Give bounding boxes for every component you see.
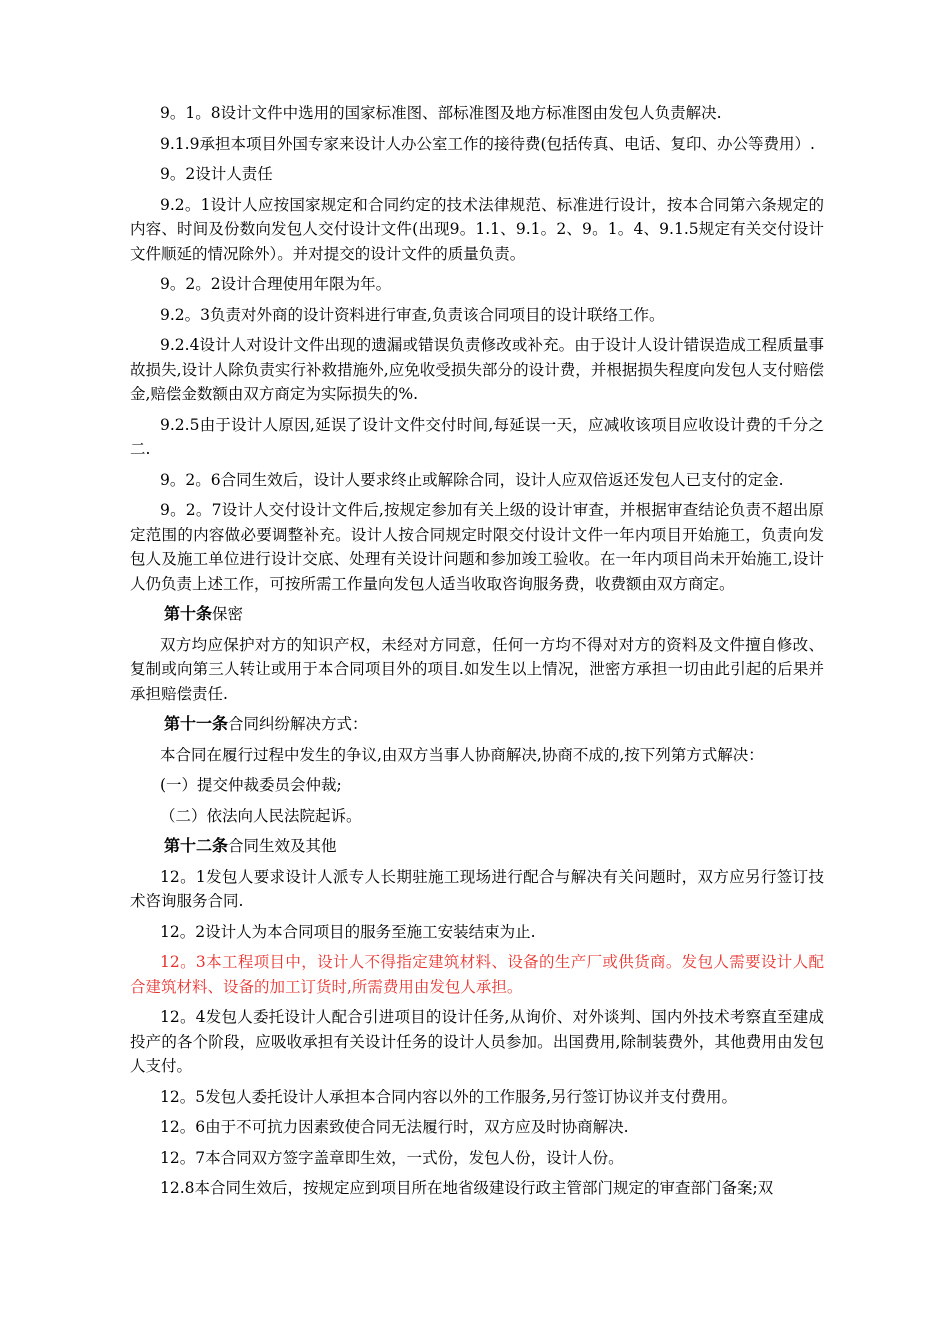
article-11-title: 合同纠纷解决方式： <box>228 715 368 733</box>
article-12-heading <box>130 834 824 859</box>
contract-text <box>130 101 824 1207</box>
clause-9-1-8: 9。1。8设计文件中选用的国家标准图、部标准图及地方标准图由发包人负责解决. <box>160 104 722 122</box>
clause-9-2-2: 9。2。2设计合理使用年限为年。 <box>160 275 392 293</box>
article-10-lead: 第十条 <box>164 604 213 623</box>
article-10-heading <box>130 602 824 627</box>
clause-12-2: 12。2设计人为本合同项目的服务至施工安装结束为止. <box>160 922 536 941</box>
clause-9-2-1: 9.2。1设计人应按国家规定和合同约定的技术法律规范、标准进行设计，按本合同第六条规定的内容、时间及份数向发包人交付设计文件(出现9。1.1、9.1。2、9。1。4、9.1.5规定有关交付设计文件顺延的情况除外）。并对提交的设计文件的质量负责。 <box>130 195 824 263</box>
clause-9-2-heading: 9。2设计人责任 <box>160 165 273 183</box>
clause-12-7: 12。7本合同双方签字盖章即生效，一式份，发包人份，设计人份。 <box>160 1148 624 1167</box>
article-11-lead: 第十一条 <box>164 714 229 733</box>
article-10-body: 双方均应保护对方的知识产权，未经对方同意，任何一方均不得对对方的资料及文件擅自修改、复制或向第三人转让或用于本合同项目外的项目.如发生以上情况，泄密方承担一切由此引起的后果并承担赔偿责任. <box>130 635 824 703</box>
clause-9-2-6: 9。2。6合同生效后，设计人要求终止或解除合同，设计人应双倍返还发包人已支付的定金. <box>160 470 784 489</box>
clause-9-2-3: 9.2。3负责对外商的设计资料进行审查,负责该合同项目的设计联络工作。 <box>160 305 665 324</box>
clause-9-2-5: 9.2.5由于设计人原因,延误了设计文件交付时间,每延误一天，应减收该项目应收设计费的千分之二. <box>130 415 824 458</box>
clause-9-2-4: 9.2.4设计人对设计文件出现的遗漏或错误负责修改或补充。由于设计人设计错误造成工程质量事故损失,设计人除负责实行补救措施外,应免收受损失部分的设计费，并根据损失程度向发包人支付赔偿金,赔偿金数额由双方商定为实际损失的%. <box>130 336 824 403</box>
clause-9-1-9: 9.1.9承担本项目外国专家来设计人办公室工作的接待费(包括传真、电话、复印、办公等费用）. <box>160 134 815 153</box>
clause-12-1: 12。1发包人要求设计人派专人长期驻施工现场进行配合与解决有关问题时，双方应另行签订技术咨询服务合同. <box>130 867 824 910</box>
clause-12-4: 12。4发包人委托设计人配合引进项目的设计任务,从询价、对外谈判、国内外技术考察直至建成投产的各个阶段，应吸收承担有关设计任务的设计人员参加。出国费用,除制装费外，其他费用由发包人支付。 <box>130 1008 824 1075</box>
clause-12-6: 12。6由于不可抗力因素致使合同无法履行时，双方应及时协商解决. <box>160 1118 629 1136</box>
clause-12-3-highlight: 12。3本工程项目中，设计人不得指定建筑材料、设备的生产厂或供货商。发包人需要设计人配合建筑材料、设备的加工订货时,所需费用由发包人承担。 <box>130 953 824 996</box>
article-12-lead: 第十二条 <box>164 836 229 855</box>
article-11-option-1: (一）提交仲裁委员会仲裁; <box>160 776 342 794</box>
article-10-title: 保密 <box>212 605 244 623</box>
clause-12-5: 12。5发包人委托设计人承担本合同内容以外的工作服务,另行签订协议并支付费用。 <box>160 1087 738 1106</box>
article-12-title: 合同生效及其他 <box>228 837 337 855</box>
clause-9-2-7: 9。2。7设计人交付设计文件后,按规定参加有关上级的设计审查，并根据审查结论负责不超出原定范围的内容做必要调整补充。设计人按合同规定时限交付设计文件一年内项目开始施工，负责向发包人及施工单位进行设计交底、处理有关设计问题和参加竣工验收。在一年内项目尚未开始施工,设计人仍负责上述工作，可按所需工作量向发包人适当收取咨询服务费，收费额由双方商定。 <box>130 501 824 593</box>
clause-12-8: 12.8本合同生效后，按规定应到项目所在地省级建设行政主管部门规定的审查部门备案;双 <box>160 1179 774 1197</box>
article-11-heading <box>130 712 824 737</box>
article-11-option-2: （二）依法向人民法院起诉。 <box>160 806 362 825</box>
article-11-body: 本合同在履行过程中发生的争议,由双方当事人协商解决,协商不成的,按下列第方式解决： <box>160 745 764 764</box>
